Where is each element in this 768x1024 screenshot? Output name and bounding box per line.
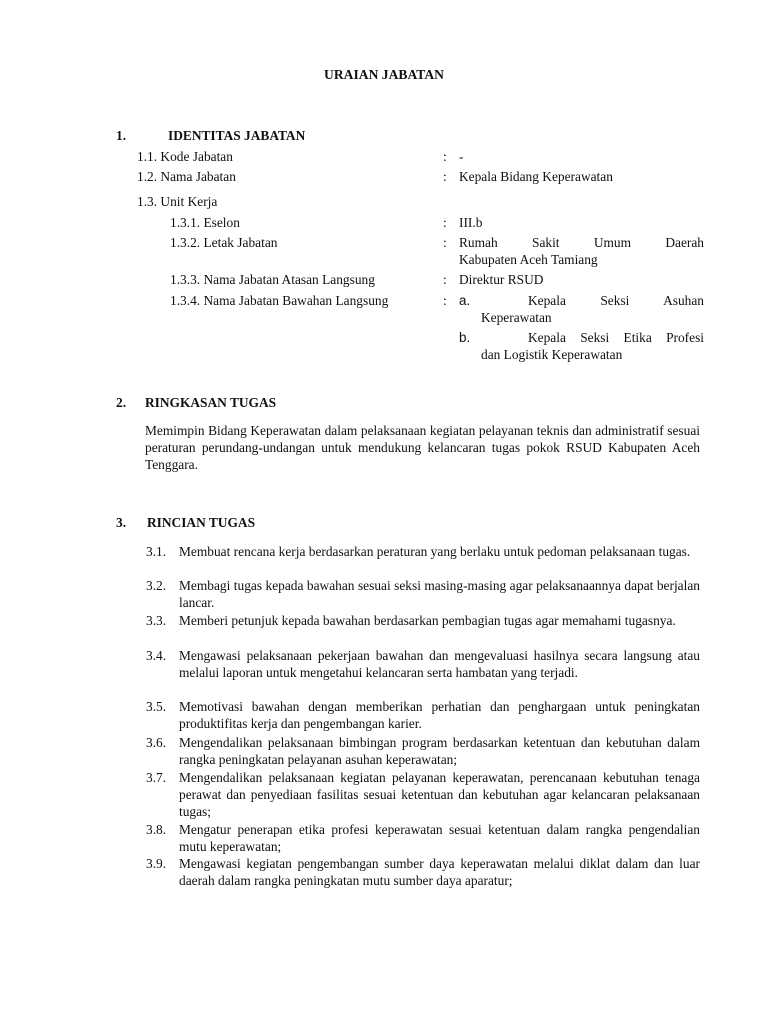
atasan-colon: :	[443, 272, 447, 287]
bawahan-item-a-line2: Keperawatan	[481, 310, 552, 325]
task-number: 3.2.	[146, 578, 167, 593]
unit-kerja-label: 1.3. Unit Kerja	[137, 194, 218, 209]
nama-jabatan-value: Kepala Bidang Keperawatan	[459, 169, 613, 184]
bawahan-item-a-line1: Kepala Seksi Asuhan	[528, 293, 704, 308]
atasan-value: Direktur RSUD	[459, 272, 544, 287]
letak-jabatan-value-line1: Rumah Sakit Umum Daerah	[459, 235, 704, 250]
task-text: Membagi tugas kepada bawahan sesuai seksi masing-masing agar pelaksanaannya dapat berjalan lancar.	[179, 578, 700, 611]
section-1-number: 1.	[116, 128, 127, 143]
nama-jabatan-label: 1.2. Nama Jabatan	[137, 169, 236, 184]
task-number: 3.8.	[146, 822, 167, 837]
bawahan-item-b-line2: dan Logistik Keperawatan	[481, 347, 623, 362]
document-title: URAIAN JABATAN	[324, 67, 444, 82]
eselon-value: III.b	[459, 215, 483, 230]
task-text: Membuat rencana kerja berdasarkan peraturan yang berlaku untuk pedoman pelaksanaan tugas.	[179, 544, 691, 559]
section-3-number: 3.	[116, 515, 127, 530]
atasan-label: 1.3.3. Nama Jabatan Atasan Langsung	[170, 272, 375, 287]
task-text: Mengawasi kegiatan pengembangan sumber daya keperawatan melalui diklat dalam dan luar daerah dalam rangka peningkatan mutu sumber daya aparatur;	[179, 856, 700, 889]
task-number: 3.3.	[146, 613, 167, 628]
bawahan-item-b-marker: b.	[459, 330, 471, 345]
task-number: 3.9.	[146, 856, 167, 871]
bawahan-label: 1.3.4. Nama Jabatan Bawahan Langsung	[170, 293, 389, 308]
section-3-heading: RINCIAN TUGAS	[147, 515, 256, 530]
kode-jabatan-value: -	[459, 149, 464, 164]
bawahan-item-b-line1: Kepala Seksi Etika Profesi	[528, 330, 704, 345]
section-2-heading: RINGKASAN TUGAS	[145, 395, 277, 410]
task-text: Mengatur penerapan etika profesi keperawatan sesuai ketentuan dalam rangka pengendalian mutu keperawatan;	[179, 822, 700, 855]
task-text: Mengawasi pelaksanaan pekerjaan bawahan dan mengevaluasi hasilnya secara langsung atau melalui laporan untuk mengetahui kelancaran serta hambatan yang terjadi.	[179, 648, 700, 681]
task-text: Mengendalikan pelaksanaan kegiatan pelayanan keperawatan, perencanaan kebutuhan tenaga perawat dan penyediaan fasilitas sesuai ketentuan dan kebutuhan agar kelancaran pelaksanaan tugas;	[179, 770, 700, 820]
task-text: Mengendalikan pelaksanaan bimbingan program berdasarkan ketentuan dan kebutuhan dalam rangka peningkatan pelayanan asuhan keperawatan;	[179, 735, 700, 768]
section-1-heading: IDENTITAS JABATAN	[168, 128, 306, 143]
task-number: 3.7.	[146, 770, 167, 785]
task-text: Memberi petunjuk kepada bawahan berdasarkan pembagian tugas agar memahami tugasnya.	[179, 613, 676, 628]
nama-jabatan-colon: :	[443, 169, 447, 184]
task-number: 3.4.	[146, 648, 167, 663]
letak-jabatan-value-line2: Kabupaten Aceh Tamiang	[459, 252, 598, 267]
task-number: 3.6.	[146, 735, 167, 750]
eselon-label: 1.3.1. Eselon	[170, 215, 240, 230]
ringkasan-tugas-paragraph: Memimpin Bidang Keperawatan dalam pelaksanaan kegiatan pelayanan teknis dan administratif sesuai peraturan perundang-undangan untuk mendukung kelancaran tugas pokok RSUD Kabupaten Aceh Tenggara.	[145, 423, 700, 473]
letak-jabatan-label: 1.3.2. Letak Jabatan	[170, 235, 278, 250]
task-text: Memotivasi bawahan dengan memberikan perhatian dan penghargaan untuk peningkatan produktifitas kerja dan pengembangan karier.	[179, 699, 700, 732]
task-number: 3.1.	[146, 544, 167, 559]
kode-jabatan-label: 1.1. Kode Jabatan	[137, 149, 233, 164]
bawahan-item-a-marker: a.	[459, 293, 471, 308]
eselon-colon: :	[443, 215, 447, 230]
letak-jabatan-colon: :	[443, 235, 447, 250]
bawahan-colon: :	[443, 293, 447, 308]
section-2-number: 2.	[116, 395, 127, 410]
kode-jabatan-colon: :	[443, 149, 447, 164]
task-number: 3.5.	[146, 699, 167, 714]
